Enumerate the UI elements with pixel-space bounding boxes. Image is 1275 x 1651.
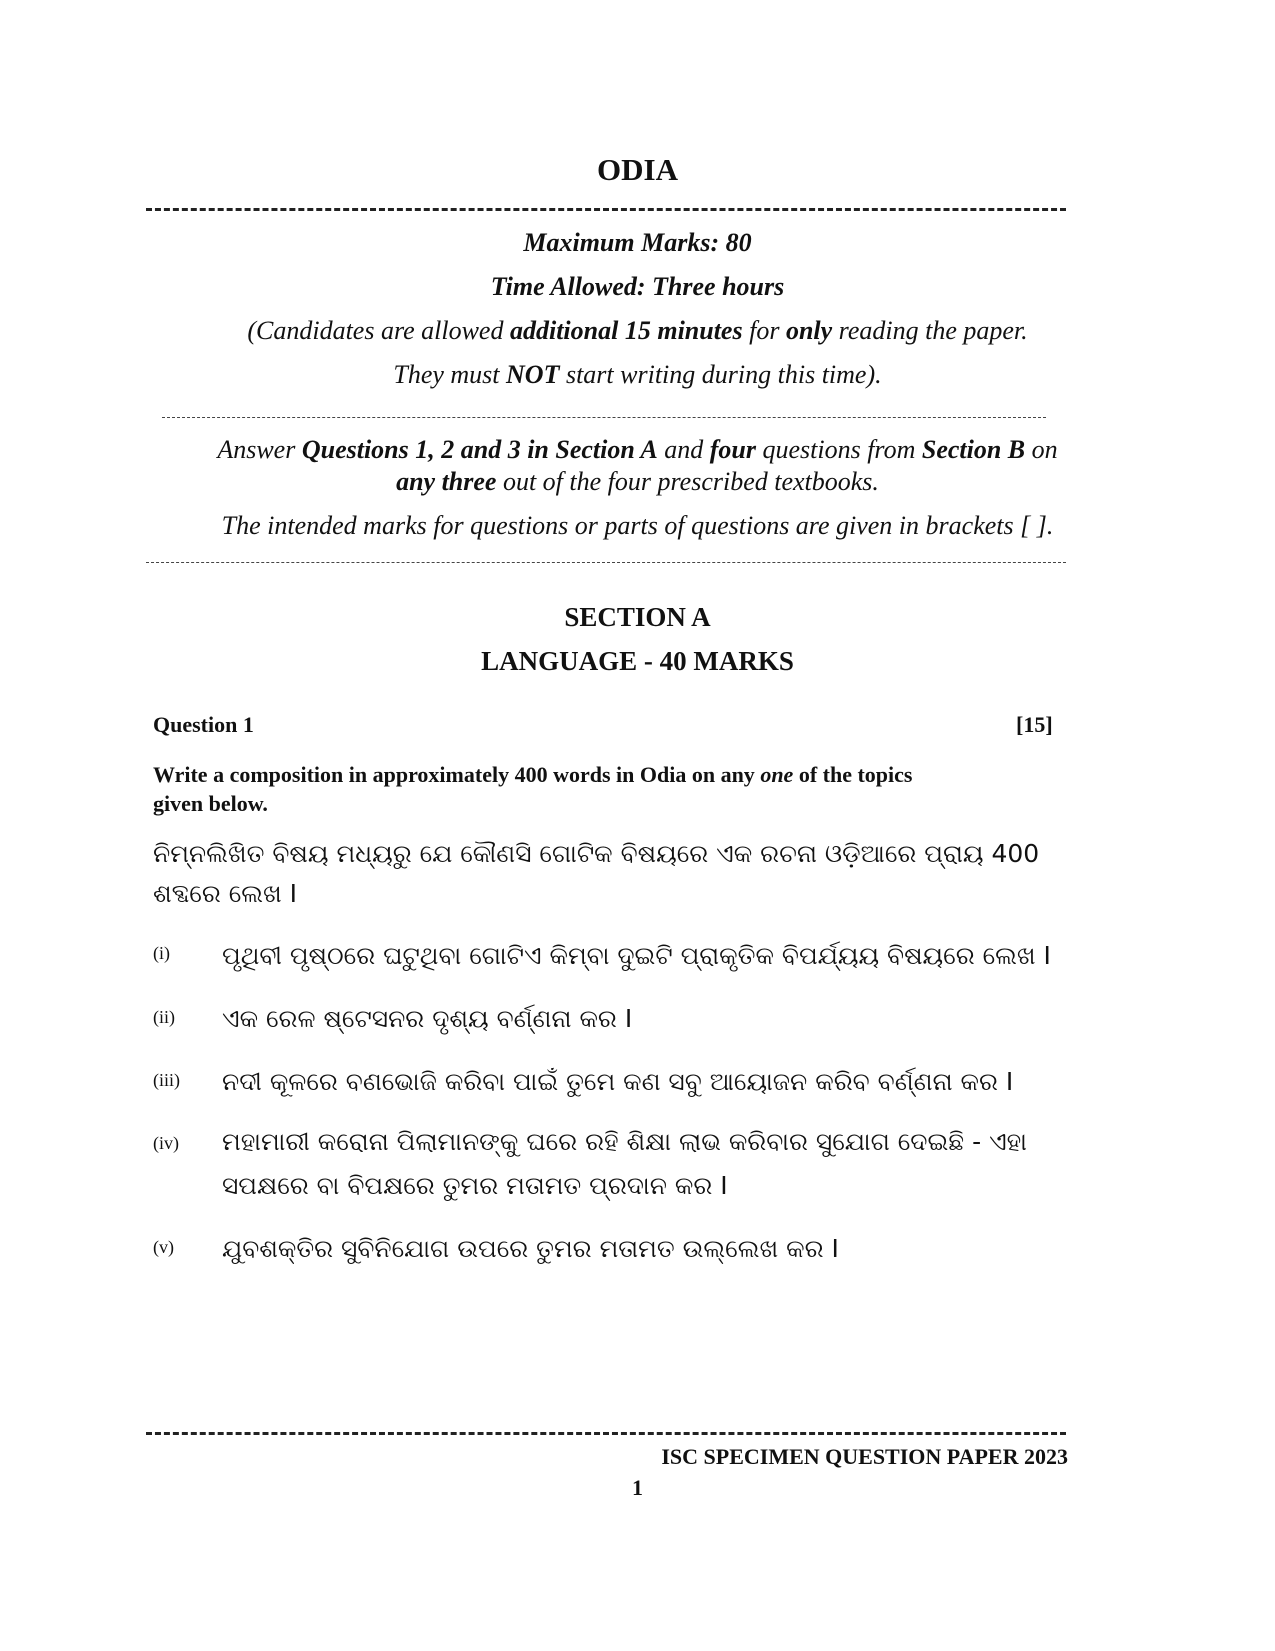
odia-instruction-line1: ନିମ୍ନଲିଖିତ ବିଷୟ ମଧ୍ୟରୁ ଯେ କୌଣସି ଗୋଟିକ ବିଷୟରେ ଏକ ରଚନା ଓଡ଼ିଆରେ ପ୍ରାୟ 400 [153,839,1040,868]
section-subtitle: LANGUAGE - 40 MARKS [481,646,794,676]
topic-text-continued: ସପକ୍ଷରେ ବା ବିପକ୍ଷରେ ତୁମର ମତାମତ ପ୍ରଦାନ କର I [222,1171,728,1200]
footer-divider [146,1432,1066,1435]
divider-bottom-header [146,562,1066,563]
topic-text: ପୃଥିବୀ ପୃଷ୍ଠରେ ଘଟୁଥିବା ଗୋଟିଏ କିମ୍ବା ଦୁଇଟି ପ୍ରାକୃତିକ ବିପର୍ଯ୍ୟୟ ବିଷୟରେ ଲେଖ I [222,941,1051,970]
reading-time-line2: They must NOT start writing during this time). [393,360,882,389]
topic-text: ମହାମାରୀ କରୋନା ପିଲାମାନଙ୍କୁ ଘରେ ରହି ଶିକ୍ଷା ଲାଭ କରିବାର ସୁଯୋଗ ଦେଇଛି - ଏହା [222,1127,1027,1156]
divider-mid [162,417,1046,418]
topic-text: ନଦୀ କୂଳରେ ବଣଭୋଜି କରିବା ପାଇଁ ତୁମେ କଣ ସବୁ ଆୟୋଜନ କରିବ ବର୍ଣ୍ଣନା କର I [222,1067,1014,1096]
time-allowed: Time Allowed: Three hours [490,272,785,301]
marks-note: The intended marks for questions or parts of questions are given in brackets [ ]. [221,511,1054,540]
question-marks: [15] [1016,712,1053,737]
topic-text: ଏକ ରେଳ ଷ୍ଟେସନର ଦୃଶ୍ୟ ବର୍ଣ୍ଣନା କର I [222,1004,633,1033]
section-title: SECTION A [564,602,711,632]
question-label: Question 1 [153,712,254,737]
topic-number: (ii) [153,1007,175,1027]
topic-number: (iv) [153,1133,179,1153]
reading-time-line1: (Candidates are allowed additional 15 minutes for only reading the paper. [247,316,1028,345]
question-instruction: Write a composition in approximately 400 words in Odia on any one of the topics given below. [153,762,913,816]
subject-title: ODIA [597,152,678,187]
page-number: 1 [632,1475,643,1500]
answer-instruction-line1: Answer Questions 1, 2 and 3 in Section A and four questions from Section B on [217,435,1058,464]
odia-instruction-line2: ଶବ୍ଦରେ ଲେଖ I [153,879,298,908]
max-marks: Maximum Marks: 80 [523,228,752,257]
topic-number: (v) [153,1237,174,1257]
topic-number: (iii) [153,1070,180,1090]
answer-instruction-line2: any three out of the four prescribed textbooks. [396,467,879,496]
divider-top [146,208,1066,211]
topic-text: ଯୁବଶକ୍ତିର ସୁବିନିଯୋଗ ଉପରେ ତୁମର ମତାମତ ଉଲ୍ଲେଖ କର I [222,1234,839,1263]
footer-paper-name: ISC SPECIMEN QUESTION PAPER 2023 [661,1444,1068,1469]
topic-number: (i) [153,943,170,963]
